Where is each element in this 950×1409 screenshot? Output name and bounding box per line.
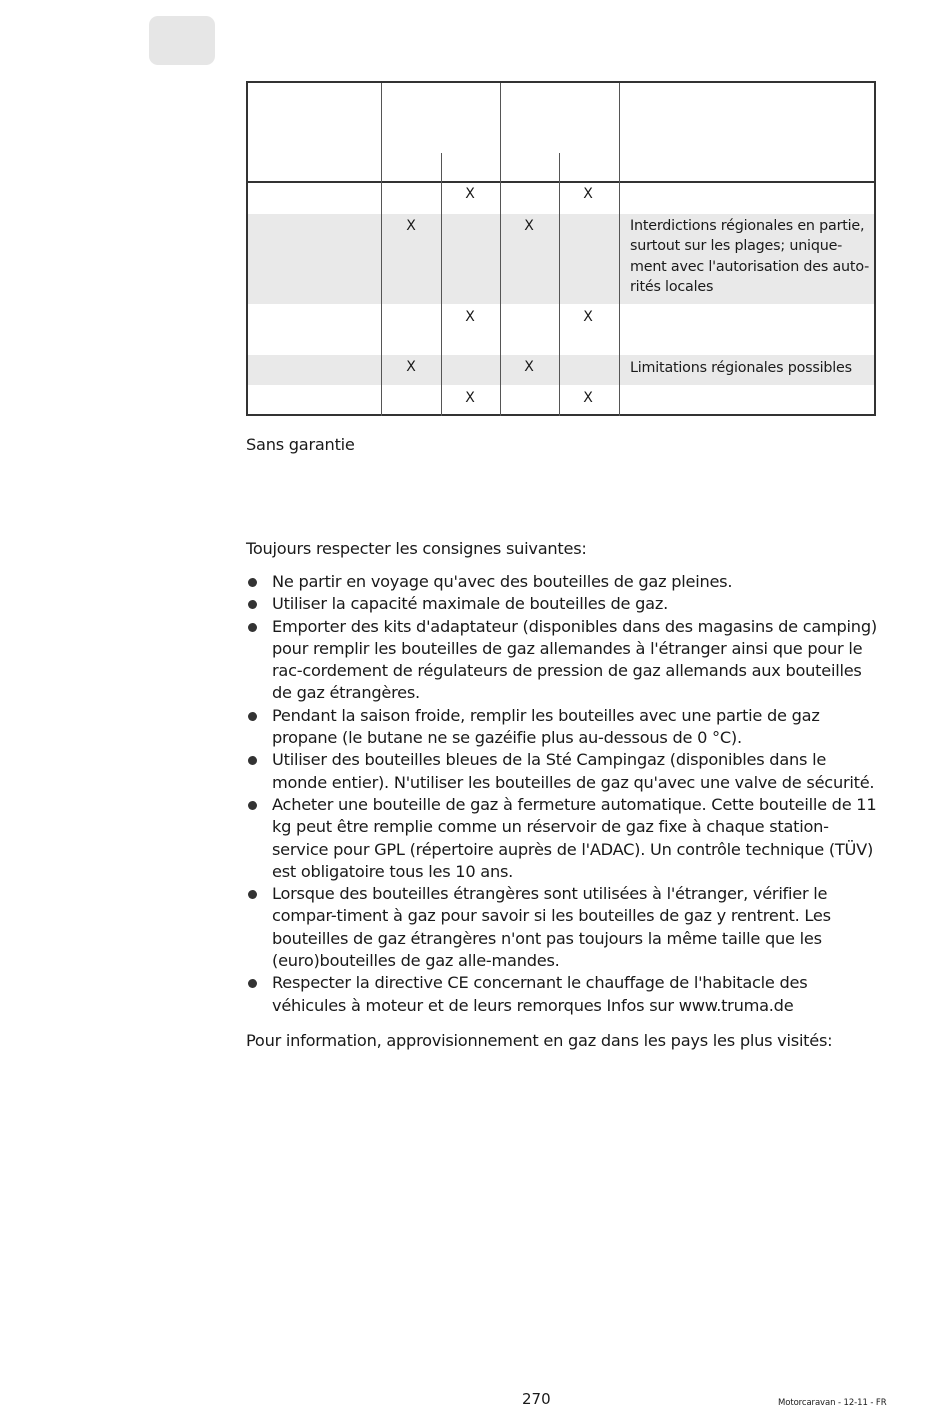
column-divider <box>619 83 620 416</box>
footer-text: Motorcaravan - 12-11 - FR <box>778 1398 887 1408</box>
column-divider <box>559 153 560 416</box>
table-note: Limitations régionales possibles <box>630 360 852 376</box>
header-divider <box>248 181 874 183</box>
list-item: Pendant la saison froide, remplir les bouteilles avec une partie de gaz propane (le butane ne se gazéifie plus au-dessous de 0 °C). <box>246 705 880 750</box>
list-item: Emporter des kits d'adaptateur (disponibles dans des magasins de camping) pour remplir les bouteilles de gaz allemandes à l'étranger ainsi que pour le rac-cordement de régulateurs de pression de gaz allemands aux bouteilles de gaz étrangères. <box>246 616 880 705</box>
bullet-icon <box>248 801 257 810</box>
instructions-list <box>246 571 880 1017</box>
intro-text: Toujours respecter les consignes suivantes: <box>246 539 587 558</box>
table-cell-mark: X <box>583 390 593 406</box>
list-item: Respecter la directive CE concernant le chauffage de l'habitacle des véhicules à moteur et de leurs remorques Infos sur www.truma.de <box>246 972 880 1017</box>
page-number: 270 <box>522 1390 551 1408</box>
list-item: Ne partir en voyage qu'avec des bouteilles de gaz pleines. <box>246 571 880 593</box>
list-item: Utiliser la capacité maximale de bouteilles de gaz. <box>246 593 880 615</box>
table-cell-mark: X <box>465 309 475 325</box>
bullet-icon <box>248 578 257 587</box>
bullet-icon <box>248 600 257 609</box>
bullet-icon <box>248 890 257 899</box>
column-divider <box>500 83 501 416</box>
list-item: Acheter une bouteille de gaz à fermeture automatique. Cette bouteille de 11 kg peut être remplie comme un réservoir de gaz fixe à chaque station-service pour GPL (répertoire auprès de l'ADAC). Un contrôle technique (TÜV) est obligatoire tous les 10 ans. <box>246 794 880 883</box>
bullet-icon <box>248 712 257 721</box>
table-cell-mark: X <box>583 186 593 202</box>
bullet-icon <box>248 623 257 632</box>
table-cell-mark: X <box>465 186 475 202</box>
column-divider <box>441 153 442 416</box>
table-cell-mark: X <box>465 390 475 406</box>
list-item: Utiliser des bouteilles bleues de la Sté Campingaz (disponibles dans le monde entier). N'utiliser les bouteilles de gaz qu'avec une valve de sécurité. <box>246 749 880 794</box>
closing-text: Pour information, approvisionnement en gaz dans les pays les plus visités: <box>246 1031 833 1050</box>
disclaimer-text: Sans garantie <box>246 435 355 454</box>
table-cell-mark: X <box>406 359 416 375</box>
bullet-icon <box>248 979 257 988</box>
chapter-tab <box>149 16 215 65</box>
table-cell-mark: X <box>406 218 416 234</box>
gas-regulations-table <box>246 81 876 416</box>
table-note: Interdictions régionales en partie, surtout sur les plages; unique-ment avec l'autorisation des auto-rités locales <box>630 218 870 295</box>
table-cell-mark: X <box>524 218 534 234</box>
list-item: Lorsque des bouteilles étrangères sont utilisées à l'étranger, vérifier le compar-timent à gaz pour savoir si les bouteilles de gaz y rentrent. Les bouteilles de gaz étrangères n'ont pas toujours la même taille que les (euro)bouteilles de gaz alle-mandes. <box>246 883 880 972</box>
table-cell-mark: X <box>583 309 593 325</box>
bullet-icon <box>248 756 257 765</box>
table-cell-mark: X <box>524 359 534 375</box>
column-divider <box>381 83 382 416</box>
